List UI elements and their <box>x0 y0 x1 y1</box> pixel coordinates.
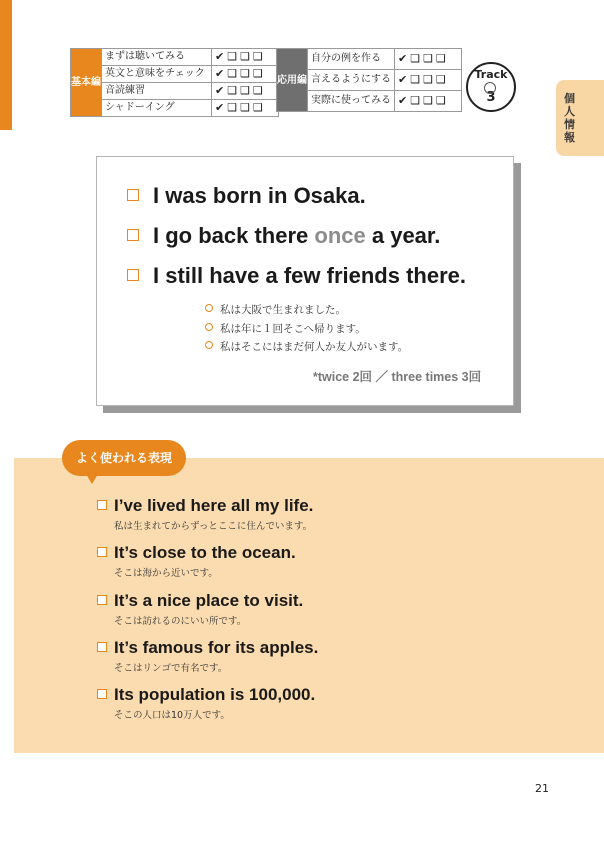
progress-checkboxes[interactable]: ✔❑❑❑ <box>212 83 279 100</box>
expression-english: It’s a nice place to visit. <box>114 591 304 610</box>
progress-checkboxes[interactable]: ✔❑❑❑ <box>395 49 462 70</box>
checkbox-icon[interactable] <box>97 689 107 699</box>
sentence-text-after: a year. <box>365 223 441 248</box>
track-label: Track <box>474 68 508 81</box>
checkbox-icon[interactable] <box>127 269 139 281</box>
expression-item <box>97 591 303 627</box>
checkbox-icon[interactable] <box>97 595 107 605</box>
progress-item-label: まずは聴いてみる <box>102 49 212 66</box>
expression-japanese: そこの人口は10万人です。 <box>114 710 230 721</box>
expression-item <box>97 685 315 721</box>
progress-item-label: 英文と意味をチェック <box>102 66 212 83</box>
chapter-tab <box>556 80 604 156</box>
frequency-note: *twice 2回 ／ three times 3回 <box>313 370 482 384</box>
track-number: 3 <box>486 90 496 105</box>
progress-item-label: 音読練習 <box>102 83 212 100</box>
translation-line: 私は年に１回そこへ帰ります。 <box>205 321 366 336</box>
cd-icon <box>484 82 496 94</box>
circle-bullet-icon <box>205 341 213 349</box>
expression-japanese: そこは訪れるのにいい所です。 <box>114 616 247 627</box>
expression-japanese: 私は生まれてからずっとここに住んでいます。 <box>114 521 313 532</box>
applied-progress-table <box>276 48 462 112</box>
expression-japanese: そこはリンゴで有名です。 <box>114 663 228 674</box>
expression-english: Its population is 100,000. <box>114 685 316 704</box>
sentence-highlight: once <box>314 223 366 248</box>
expression-japanese: そこは海から近いです。 <box>114 568 218 579</box>
progress-checkboxes[interactable]: ✔❑❑❑ <box>212 49 279 66</box>
key-sentences-card <box>96 156 514 406</box>
expression-english: It’s famous for its apples. <box>114 638 319 657</box>
key-sentence-3 <box>127 263 466 289</box>
progress-checkboxes[interactable]: ✔❑❑❑ <box>395 70 462 91</box>
basic-category-label: 基本編 <box>71 49 102 117</box>
progress-checkboxes[interactable]: ✔❑❑❑ <box>212 66 279 83</box>
expression-english: It’s close to the ocean. <box>114 543 296 562</box>
audio-track-badge[interactable] <box>466 62 516 112</box>
checkbox-icon[interactable] <box>97 500 107 510</box>
chapter-tab-label: 個人情報 <box>564 92 575 144</box>
page-number: 21 <box>535 782 549 795</box>
progress-checkboxes[interactable]: ✔❑❑❑ <box>212 100 279 117</box>
section-title-bubble: よく使われる表現 <box>62 440 186 476</box>
expression-english: I’ve lived here all my life. <box>114 496 314 515</box>
expression-item <box>97 638 318 674</box>
progress-item-label: 言えるようにする <box>308 70 395 91</box>
bubble-tail <box>86 474 98 484</box>
checkbox-icon[interactable] <box>127 189 139 201</box>
expression-item <box>97 543 296 579</box>
translation-line: 私は大阪で生まれました。 <box>205 302 346 317</box>
progress-item-label: 自分の例を作る <box>308 49 395 70</box>
accent-bar <box>0 0 12 130</box>
expression-item <box>97 496 313 532</box>
sentence-text: I was born in Osaka. <box>153 183 366 208</box>
basic-progress-table <box>70 48 279 117</box>
progress-checkboxes[interactable]: ✔❑❑❑ <box>395 91 462 112</box>
key-sentence-2 <box>127 223 440 249</box>
checkbox-icon[interactable] <box>97 642 107 652</box>
circle-bullet-icon <box>205 304 213 312</box>
circle-bullet-icon <box>205 323 213 331</box>
sentence-text: I still have a few friends there. <box>153 263 466 288</box>
checkbox-icon[interactable] <box>127 229 139 241</box>
progress-item-label: シャドーイング <box>102 100 212 117</box>
key-sentence-1 <box>127 183 366 209</box>
progress-item-label: 実際に使ってみる <box>308 91 395 112</box>
checkbox-icon[interactable] <box>97 547 107 557</box>
sentence-text-before: I go back there <box>153 223 315 248</box>
translation-line: 私はそこにはまだ何人か友人がいます。 <box>205 339 408 354</box>
applied-category-label: 応用編 <box>277 49 308 112</box>
